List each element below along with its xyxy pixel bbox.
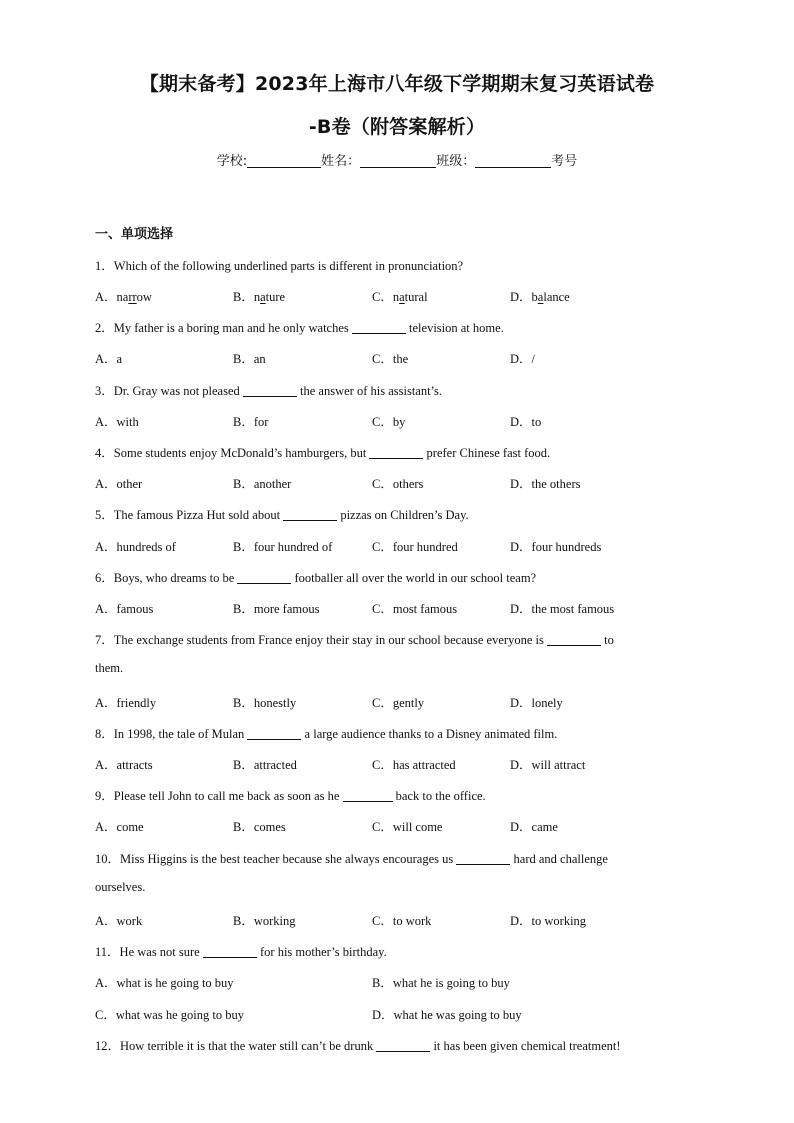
q1-option-a[interactable]: A．narrow bbox=[95, 290, 152, 304]
school-field[interactable] bbox=[247, 153, 321, 168]
class-label: 班级： bbox=[436, 154, 476, 169]
question-10-continued: ourselves. bbox=[95, 880, 146, 894]
q2-option-c[interactable]: C．the bbox=[372, 352, 409, 366]
question-number: 1． bbox=[95, 259, 114, 273]
answer-blank[interactable] bbox=[376, 1038, 430, 1052]
name-label: 姓名： bbox=[321, 154, 361, 169]
q3-option-d[interactable]: D．to bbox=[510, 415, 542, 429]
question-6: 6．Boys, who dreams to be footballer all over the world in our school team? bbox=[95, 571, 537, 585]
answer-blank[interactable] bbox=[247, 726, 301, 740]
q5-option-d[interactable]: D．four hundreds bbox=[510, 540, 602, 554]
question-3: 3．Dr. Gray was not pleased the answer of his assistant’s. bbox=[95, 384, 443, 398]
question-11: 11．He was not sure for his mother’s birthday. bbox=[95, 945, 387, 959]
q9-option-c[interactable]: C．will come bbox=[372, 820, 443, 834]
q11-option-d[interactable]: D．what he was going to buy bbox=[372, 1008, 522, 1022]
q9-option-d[interactable]: D．came bbox=[510, 820, 558, 834]
q4-option-a[interactable]: A．other bbox=[95, 477, 143, 491]
answer-blank[interactable] bbox=[352, 320, 406, 334]
q10-option-b[interactable]: B．working bbox=[233, 914, 296, 928]
question-7-continued: them. bbox=[95, 661, 124, 675]
q6-option-c[interactable]: C．most famous bbox=[372, 602, 458, 616]
q2-option-b[interactable]: B．an bbox=[233, 352, 266, 366]
q2-option-a[interactable]: A．a bbox=[95, 352, 123, 366]
q10-option-c[interactable]: C．to work bbox=[372, 914, 432, 928]
answer-blank[interactable] bbox=[547, 632, 601, 646]
question-9: 9．Please tell John to call me back as soon as he back to the office. bbox=[95, 789, 486, 803]
school-label: 学校: bbox=[216, 154, 248, 169]
section-title: 一、单项选择 bbox=[95, 227, 174, 242]
exam-title-line1: 【期末备考】2023年上海市八年级下学期期末复习英语试卷 bbox=[139, 73, 655, 95]
q9-option-b[interactable]: B．comes bbox=[233, 820, 286, 834]
q6-option-b[interactable]: B．more famous bbox=[233, 602, 320, 616]
q9-option-a[interactable]: A．come bbox=[95, 820, 144, 834]
q8-option-d[interactable]: D．will attract bbox=[510, 758, 586, 772]
q1-option-d[interactable]: D．balance bbox=[510, 290, 570, 304]
q6-option-d[interactable]: D．the most famous bbox=[510, 602, 615, 616]
q3-option-b[interactable]: B．for bbox=[233, 415, 269, 429]
q7-option-a[interactable]: A．friendly bbox=[95, 696, 157, 710]
question-10: 10．Miss Higgins is the best teacher because she always encourages us hard and challenge bbox=[95, 852, 608, 866]
q1-option-c[interactable]: C．natural bbox=[372, 290, 428, 304]
id-label: 考号 bbox=[551, 154, 578, 169]
q5-option-b[interactable]: B．four hundred of bbox=[233, 540, 333, 554]
answer-blank[interactable] bbox=[283, 507, 337, 521]
class-field[interactable] bbox=[475, 153, 551, 168]
exam-title-line2: -B卷（附答案解析） bbox=[308, 116, 486, 138]
answer-blank[interactable] bbox=[343, 788, 393, 802]
q2-option-d[interactable]: D．/ bbox=[510, 352, 536, 366]
name-field[interactable] bbox=[360, 153, 436, 168]
question-4: 4．Some students enjoy McDonald’s hamburgers, but prefer Chinese fast food. bbox=[95, 446, 551, 460]
q6-option-a[interactable]: A．famous bbox=[95, 602, 154, 616]
q4-option-c[interactable]: C．others bbox=[372, 477, 424, 491]
question-12: 12．How terrible it is that the water still can’t be drunk it has been given chemical treatment! bbox=[95, 1039, 621, 1053]
q4-option-d[interactable]: D．the others bbox=[510, 477, 581, 491]
answer-blank[interactable] bbox=[203, 944, 257, 958]
q11-option-b[interactable]: B．what he is going to buy bbox=[372, 976, 510, 990]
answer-blank[interactable] bbox=[243, 383, 297, 397]
q10-option-a[interactable]: A．work bbox=[95, 914, 143, 928]
q3-option-a[interactable]: A．with bbox=[95, 415, 139, 429]
q7-option-b[interactable]: B．honestly bbox=[233, 696, 297, 710]
question-2: 2．My father is a boring man and he only watches television at home. bbox=[95, 321, 504, 335]
q10-option-d[interactable]: D．to working bbox=[510, 914, 587, 928]
q7-option-d[interactable]: D．lonely bbox=[510, 696, 563, 710]
answer-blank[interactable] bbox=[369, 445, 423, 459]
q8-option-c[interactable]: C．has attracted bbox=[372, 758, 456, 772]
q4-option-b[interactable]: B．another bbox=[233, 477, 292, 491]
question-8: 8．In 1998, the tale of Mulan a large audience thanks to a Disney animated film. bbox=[95, 727, 558, 741]
question-1 bbox=[95, 256, 463, 274]
q5-option-a[interactable]: A．hundreds of bbox=[95, 540, 176, 554]
q11-option-a[interactable]: A．what is he going to buy bbox=[95, 976, 234, 990]
q7-option-c[interactable]: C．gently bbox=[372, 696, 425, 710]
student-info-line bbox=[0, 150, 794, 169]
q1-option-b[interactable]: B．nature bbox=[233, 290, 286, 304]
q3-option-c[interactable]: C．by bbox=[372, 415, 406, 429]
question-text: Which of the following underlined parts is different in pronunciation? bbox=[113, 259, 464, 273]
q11-option-c[interactable]: C．what was he going to buy bbox=[95, 1008, 244, 1022]
q8-option-a[interactable]: A．attracts bbox=[95, 758, 153, 772]
q5-option-c[interactable]: C．four hundred bbox=[372, 540, 458, 554]
question-5: 5．The famous Pizza Hut sold about pizzas on Children’s Day. bbox=[95, 508, 469, 522]
q8-option-b[interactable]: B．attracted bbox=[233, 758, 297, 772]
answer-blank[interactable] bbox=[237, 570, 291, 584]
answer-blank[interactable] bbox=[456, 851, 510, 865]
question-7: 7．The exchange students from France enjoy their stay in our school because everyone is to bbox=[95, 633, 614, 647]
